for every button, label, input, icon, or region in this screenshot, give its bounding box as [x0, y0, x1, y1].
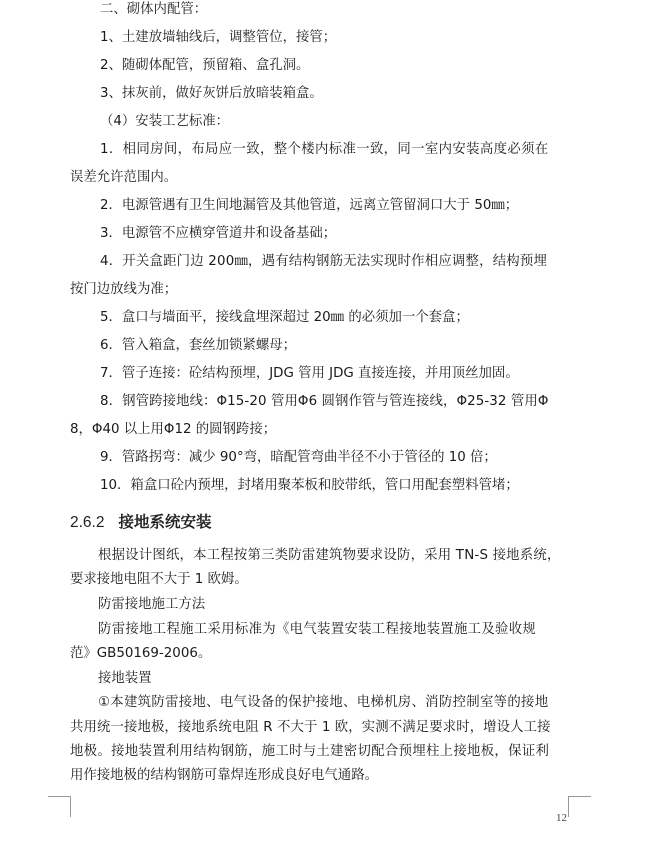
paragraph-line: 用作接地极的结构钢筋可靠焊连形成良好电气通路。 [70, 768, 378, 783]
paragraph-line: 3．电源管不应横穿管道井和设备基础； [100, 226, 337, 241]
subheading-lightning-method: 防雷接地施工方法 [98, 597, 206, 612]
paragraph-line: 5．盒口与墙面平，接线盒埋深超过 20㎜ 的必须加一个套盒； [100, 310, 469, 325]
paragraph-line: ①本建筑防雷接地、电气设备的保护接地、电梯机房、消防控制室等的接地 [98, 695, 549, 710]
corner-mark-left [48, 796, 71, 817]
subheading-grounding-device: 接地装置 [98, 671, 152, 686]
paragraph-line: 2．电源管遇有卫生间地漏管及其他管道，远离立管留洞口大于 50㎜； [100, 198, 519, 213]
paragraph-line: 3、抹灰前，做好灰饼后放暗装箱盒。 [100, 86, 323, 101]
section-heading [70, 511, 212, 534]
paragraph-line: 地极。接地装置利用结构钢筋，施工时与土建密切配合预埋柱上接地板，保证利 [70, 744, 550, 759]
paragraph-line: 要求接地电阻不大于 1 欧姆。 [70, 572, 248, 587]
paragraph-line: 7．管子连接：砼结构预埋，JDG 管用 JDG 直接连接，并用顶丝加固。 [100, 366, 519, 381]
paragraph-line: 根据设计图纸，本工程按第三类防雷建筑物要求设防，采用 TN-S 接地系统， [98, 548, 561, 563]
subheading-install-standard: （4）安装工艺标准： [100, 114, 230, 129]
paragraph-line: 2、随砌体配管，预留箱、盒孔洞。 [100, 58, 310, 73]
paragraph-line: 共用统一接地极，接地系统电阻 R 不大于 1 欧，实测不满足要求时，增设人工接 [70, 720, 551, 735]
paragraph-line: 范》GB50169-2006。 [70, 646, 212, 661]
paragraph-line: 按门边放线为准； [70, 282, 178, 297]
corner-mark-right [568, 796, 591, 817]
paragraph-line: 4．开关盒距门边 200㎜，遇有结构钢筋无法实现时作相应调整，结构预埋 [100, 254, 548, 269]
paragraph-line: 8．钢管跨接地线：Φ15-20 管用Φ6 圆钢作管与管连接线，Φ25-32 管用Φ [100, 394, 549, 409]
section-heading-masonry-conduit: 二、砌体内配管： [100, 2, 208, 17]
section-number: 2.6.2 [70, 514, 105, 531]
paragraph-line: 10．箱盒口砼内预埋，封堵用聚苯板和胶带纸，管口用配套塑料管堵； [100, 478, 519, 493]
section-title: 接地系统安装 [118, 513, 212, 531]
page-number: 12 [556, 812, 567, 824]
paragraph-line: 9．管路拐弯：减少 90°弯，暗配管弯曲半径不小于管径的 10 倍； [100, 450, 497, 465]
paragraph-line: 1．相同房间，布局应一致，整个楼内标准一致，同一室内安装高度必须在 [100, 142, 549, 157]
paragraph-line: 防雷接地工程施工采用标准为《电气装置安装工程接地装置施工及验收规 [98, 622, 537, 637]
paragraph-line: 1、土建放墙轴线后，调整管位，接管； [100, 30, 337, 45]
paragraph-line: 误差允许范围内。 [70, 170, 178, 185]
paragraph-line: 8，Φ40 以上用Φ12 的圆钢跨接； [70, 422, 277, 437]
paragraph-line: 6．管入箱盒，套丝加锁紧螺母； [100, 338, 296, 353]
